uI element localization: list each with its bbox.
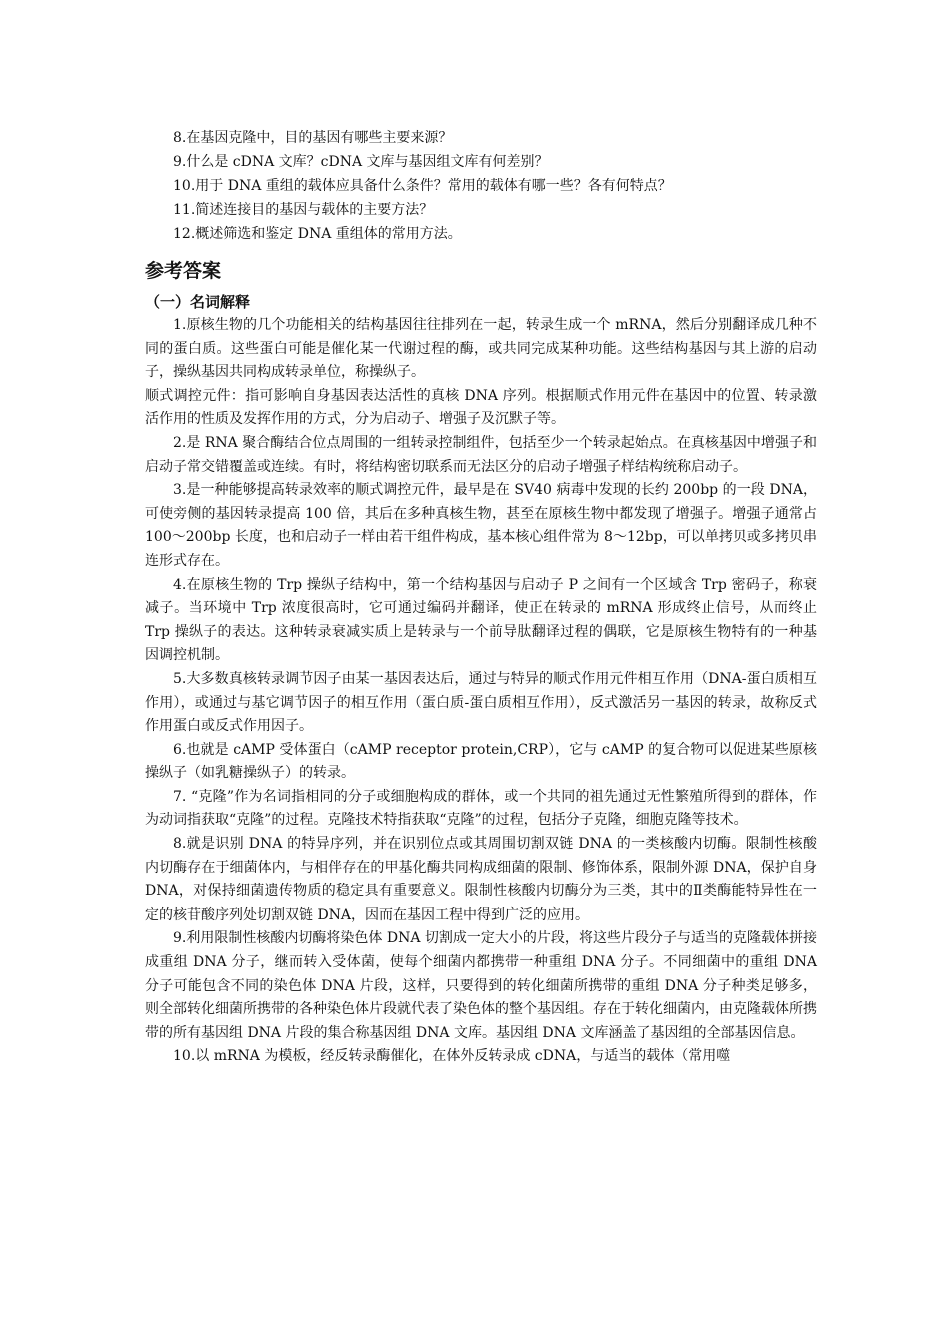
document-page bbox=[145, 126, 817, 1069]
answer-paragraph: 10.以 mRNA 为模板，经反转录酶催化，在体外反转录成 cDNA，与适当的载体（常用噬 bbox=[173, 1048, 731, 1065]
answer-paragraph: 顺式调控元件：指可影响自身基因表达活性的真核 DNA 序列。根据顺式作用元件在基因中的位置、转录激活作用的性质及发挥作用的方式，分为启动子、增强子及沉默子等。 bbox=[145, 387, 817, 428]
answer-paragraph: 6.也就是 cAMP 受体蛋白（cAMP receptor protein,CRP），它与 cAMP 的复合物可以促进某些原核操纵子（如乳糖操纵子）的转录。 bbox=[145, 741, 817, 782]
answer-paragraph: 3.是一种能够提高转录效率的顺式调控元件，最早是在 SV40 病毒中发现的长约 200bp 的一段 DNA，可使旁侧的基因转录提高 100 倍，其后在多种真核生物，甚至在原核生物中都发现了增强子。增强子通常占 100～200bp 长度，也和启动子一样由若干组件构成，基本核心组件常为 8～12bp，可以单拷贝或多拷贝串连形式存在。 bbox=[145, 482, 817, 569]
section-title: 参考答案 bbox=[145, 260, 222, 282]
answer-paragraph: 1.原核生物的几个功能相关的结构基因往往排列在一起，转录生成一个 mRNA，然后分别翻译成几种不同的蛋白质。这些蛋白可能是催化某一代谢过程的酶，或共同完成某种功能。这些结构基因与其上游的启动子，操纵基因共同构成转录单位，称操纵子。 bbox=[145, 317, 817, 381]
question-item: 11.简述连接目的基因与载体的主要方法？ bbox=[173, 202, 434, 218]
question-item: 9.什么是 cDNA 文库？cDNA 文库与基因组文库有何差别？ bbox=[173, 154, 549, 170]
answer-paragraph: 8.就是识别 DNA 的特异序列，并在识别位点或其周围切割双链 DNA 的一类核酸内切酶。限制性核酸内切酶存在于细菌体内，与相伴存在的甲基化酶共同构成细菌的限制、修饰体系，限制外源 DNA，保护自身 DNA，对保持细菌遗传物质的稳定具有重要意义。限制性核酸内切酶分为三类，其中的Ⅱ类酶能特异性在一定的核苷酸序列处切割双链 DNA，因而在基因工程中得到广泛的应用。 bbox=[145, 836, 817, 923]
answer-paragraph: 5.大多数真核转录调节因子由某一基因表达后，通过与特异的顺式作用元件相互作用（DNA-蛋白质相互作用），或通过与基它调节因子的相互作用（蛋白质-蛋白质相互作用），反式激活另一基因的转录，故称反式作用蛋白或反式作用因子。 bbox=[145, 670, 817, 735]
question-item: 8.在基因克隆中，目的基因有哪些主要来源？ bbox=[173, 130, 453, 146]
question-item: 12.概述筛选和鉴定 DNA 重组体的常用方法。 bbox=[173, 226, 462, 242]
answer-paragraph: 4.在原核生物的 Trp 操纵子结构中，第一个结构基因与启动子 P 之间有一个区域含 Trp 密码子，称衰减子。当环境中 Trp 浓度很高时，它可通过编码并翻译，使正在转录的 mRNA 形成终止信号，从而终止 Trp 操纵子的表达。这种转录衰减实质上是转录与一个前导肽翻译过程的偶联，它是原核生物特有的一种基因调控机制。 bbox=[145, 576, 817, 664]
subsection-title: （一）名词解释 bbox=[145, 293, 251, 311]
answer-paragraph: 7. “克隆”作为名词指相同的分子或细胞构成的群体，或一个共同的祖先通过无性繁殖所得到的群体，作为动词指获取“克隆”的过程。克隆技术特指获取“克隆”的过程，包括分子克隆，细胞克隆等技术。 bbox=[145, 788, 817, 829]
question-item: 10.用于 DNA 重组的载体应具备什么条件？常用的载体有哪一些？各有何特点？ bbox=[173, 178, 672, 194]
answer-paragraph: 2.是 RNA 聚合酶结合位点周围的一组转录控制组件，包括至少一个转录起始点。在真核基因中增强子和启动子常交错覆盖或连续。有时，将结构密切联系而无法区分的启动子增强子样结构统称启动子。 bbox=[145, 434, 817, 475]
answer-paragraph: 9.利用限制性核酸内切酶将染色体 DNA 切割成一定大小的片段，将这些片段分子与适当的克隆载体拼接成重组 DNA 分子，继而转入受体菌，使每个细菌内都携带一种重组 DNA 分子。不同细菌中的重组 DNA 分子可能包含不同的染色体 DNA 片段，这样，只要得到的转化细菌所携带的重组 DNA 分子种类足够多，则全部转化细菌所携带的各种染色体片段就代表了染色体的整个基因组。存在于转化细菌内，由克隆载体所携带的所有基因组 DNA 片段的集合称基因组 DNA 文库。基因组 DNA 文库涵盖了基因组的全部基因信息。 bbox=[145, 930, 817, 1041]
